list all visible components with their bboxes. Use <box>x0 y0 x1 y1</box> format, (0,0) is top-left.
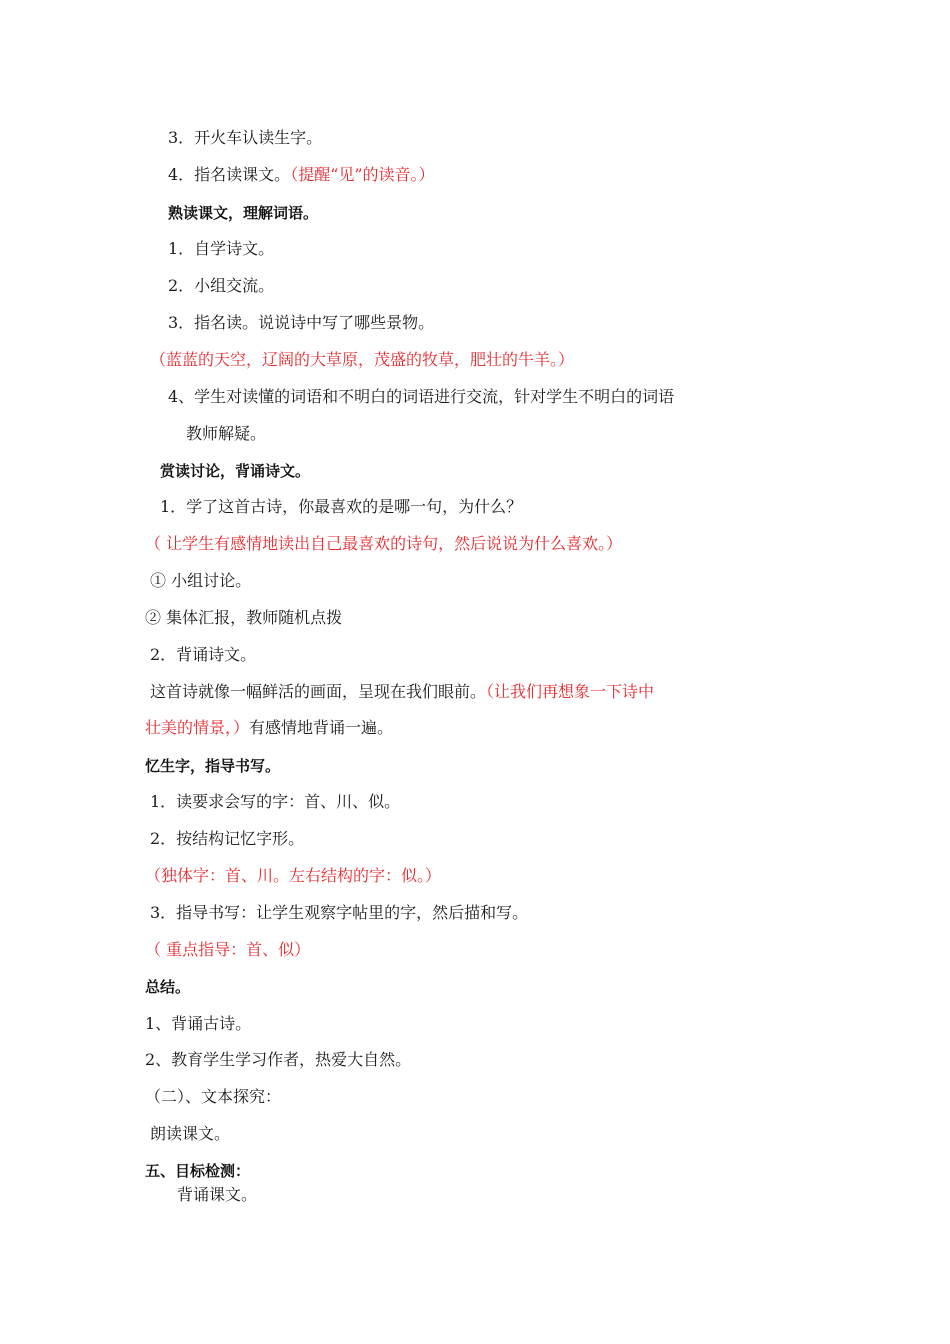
teacher-note: （让我们再想象一下诗中 <box>486 682 655 701</box>
step-line: ① 小组讨论。 <box>150 571 252 590</box>
step-line <box>150 681 654 703</box>
step-line: 1．自学诗文。 <box>168 239 275 258</box>
section-heading: 熟读课文，理解词语。 <box>168 204 319 222</box>
section-heading: 赏读讨论，背诵诗文。 <box>160 462 311 480</box>
step-text: 4．指名读课文。 <box>168 165 291 184</box>
step-text: 有感情地背诵一遍。 <box>249 718 394 737</box>
step-line: 1、背诵古诗。 <box>145 1014 252 1033</box>
teacher-note: （蓝蓝的天空，辽阔的大草原，茂盛的牧草，肥壮的牛羊。） <box>150 350 575 369</box>
step-line: 2．按结构记忆字形。 <box>150 829 305 848</box>
step-line: 3．开火车认读生字。 <box>168 128 323 147</box>
step-line: 3．指名读。说说诗中写了哪些景物。 <box>168 313 435 332</box>
step-line: （二）、文本探究： <box>145 1087 282 1106</box>
section-heading: 总结。 <box>145 978 191 996</box>
step-line: 2．小组交流。 <box>168 276 275 295</box>
step-line <box>168 164 435 186</box>
step-line: ② 集体汇报，教师随机点拨 <box>145 608 343 627</box>
step-line: 2．背诵诗文。 <box>150 645 257 664</box>
teacher-note: （ 重点指导：首、似） <box>145 940 311 959</box>
teacher-note: （提醒“见”的读音。） <box>290 165 435 184</box>
step-line-continued: 教师解疑。 <box>186 424 267 443</box>
step-line: 1．读要求会写的字：首、川、似。 <box>150 792 401 811</box>
step-line: 朗读课文。 <box>150 1124 231 1143</box>
section-heading: 五、目标检测： <box>145 1162 251 1180</box>
step-line: 4、学生对读懂的词语和不明白的词语进行交流，针对学生不明白的词语 <box>168 387 675 406</box>
step-line: 背诵课文。 <box>177 1185 258 1204</box>
section-heading: 忆生字，指导书写。 <box>145 757 281 775</box>
step-line: 3．指导书写：让学生观察字帖里的字，然后描和写。 <box>150 903 529 922</box>
teacher-note: （独体字：首、川。左右结构的字：似。） <box>145 866 442 885</box>
teacher-note: 壮美的情景，） <box>145 718 250 737</box>
step-line: 1．学了这首古诗，你最喜欢的是哪一句，为什么？ <box>160 497 523 516</box>
step-line: 2、教育学生学习作者，热爱大自然。 <box>145 1050 412 1069</box>
teacher-note: （ 让学生有感情地读出自己最喜欢的诗句，然后说说为什么喜欢。） <box>145 534 623 553</box>
step-line <box>145 717 393 739</box>
step-text: 这首诗就像一幅鲜活的画面，呈现在我们眼前。 <box>150 682 487 701</box>
